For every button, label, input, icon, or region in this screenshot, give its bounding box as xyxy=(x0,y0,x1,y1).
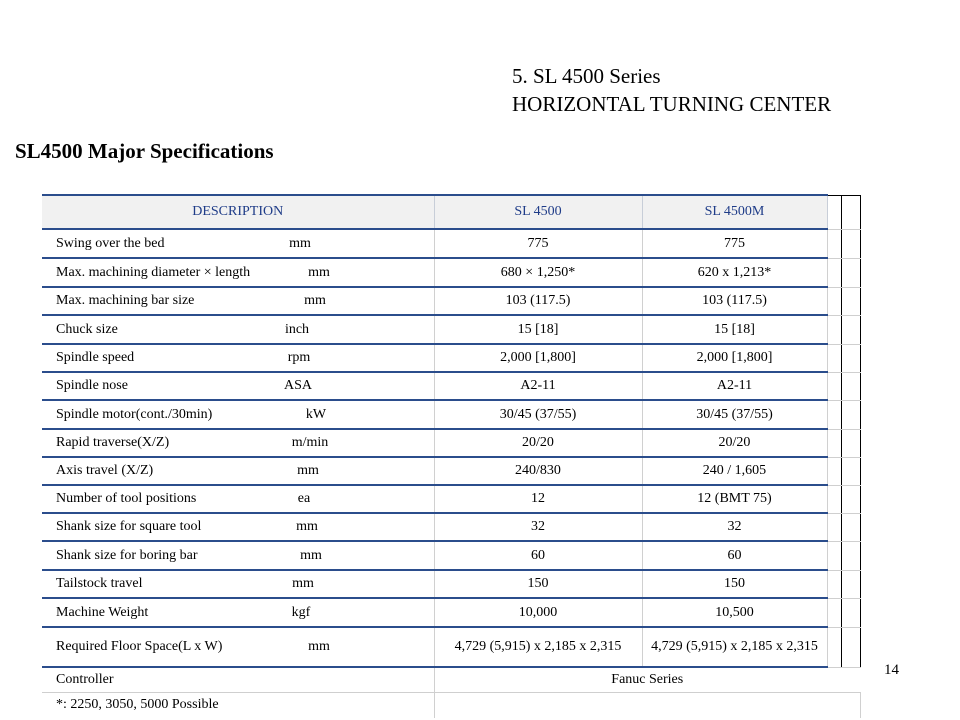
table-row xyxy=(42,344,860,372)
sl4500-value: A2-11 xyxy=(434,372,642,400)
sl4500-value: 775 xyxy=(434,229,642,258)
spec-description: Shank size for square tool xyxy=(56,519,202,534)
table-row xyxy=(42,485,860,513)
description-cell xyxy=(42,570,434,598)
blank-cell xyxy=(841,598,860,627)
table-row xyxy=(42,372,860,400)
blank-cell xyxy=(434,692,860,718)
series-subtitle: HORIZONTAL TURNING CENTER xyxy=(512,92,832,116)
sl4500m-value: 10,500 xyxy=(642,598,827,627)
sl4500m-value: 12 (BMT 75) xyxy=(642,485,827,513)
series-title: 5. SL 4500 Series xyxy=(512,64,661,88)
sl4500-value: 680 × 1,250* xyxy=(434,258,642,287)
blank-cell xyxy=(827,513,841,541)
series-header xyxy=(512,62,831,118)
description-cell xyxy=(42,541,434,570)
table-header-row xyxy=(42,195,860,229)
sl4500m-value: 60 xyxy=(642,541,827,570)
blank-cell xyxy=(827,195,841,229)
sl4500m-value: 32 xyxy=(642,513,827,541)
sl4500m-value: 620 x 1,213* xyxy=(642,258,827,287)
col-header-sl4500m: SL 4500M xyxy=(642,195,827,229)
sl4500m-value: 150 xyxy=(642,570,827,598)
blank-cell xyxy=(841,513,860,541)
sl4500m-value: A2-11 xyxy=(642,372,827,400)
spec-unit: mm xyxy=(308,639,330,654)
spec-description: Swing over the bed xyxy=(56,235,165,251)
table-row xyxy=(42,429,860,457)
blank-cell xyxy=(841,457,860,485)
blank-cell xyxy=(827,344,841,372)
sl4500-value: 4,729 (5,915) x 2,185 x 2,315 xyxy=(434,627,642,667)
spec-description: Max. machining bar size xyxy=(56,293,195,308)
blank-cell xyxy=(841,570,860,598)
spec-unit: mm xyxy=(289,235,311,251)
sl4500m-value: 15 [18] xyxy=(642,315,827,344)
description-cell xyxy=(42,485,434,513)
table-row xyxy=(42,258,860,287)
spec-description: Machine Weight xyxy=(56,604,149,620)
spec-description: Max. machining diameter × length xyxy=(56,264,251,280)
blank-cell xyxy=(841,315,860,344)
spec-unit: mm xyxy=(297,463,319,478)
spec-description: Spindle speed xyxy=(56,350,135,365)
blank-cell xyxy=(827,372,841,400)
table-row xyxy=(42,598,860,627)
blank-cell xyxy=(827,570,841,598)
description-cell xyxy=(42,315,434,344)
spec-unit: mm xyxy=(308,264,330,280)
sl4500m-value: 2,000 [1,800] xyxy=(642,344,827,372)
blank-cell xyxy=(827,429,841,457)
spec-unit: m/min xyxy=(291,435,329,450)
spec-unit: mm xyxy=(304,293,326,308)
description-cell xyxy=(42,372,434,400)
blank-cell xyxy=(841,429,860,457)
sl4500m-value: 775 xyxy=(642,229,827,258)
sl4500-value: 240/830 xyxy=(434,457,642,485)
spec-description: Tailstock travel xyxy=(56,576,143,591)
spec-table-body xyxy=(42,229,860,667)
blank-cell xyxy=(827,627,841,667)
sl4500-value: 60 xyxy=(434,541,642,570)
spec-unit: ASA xyxy=(283,378,313,393)
spec-unit: inch xyxy=(284,321,310,337)
table-row xyxy=(42,541,860,570)
spec-unit: rpm xyxy=(287,350,311,365)
blank-cell xyxy=(827,315,841,344)
blank-cell xyxy=(841,372,860,400)
blank-cell xyxy=(827,598,841,627)
description-cell xyxy=(42,229,434,258)
table-row xyxy=(42,315,860,344)
sl4500m-value: 240 / 1,605 xyxy=(642,457,827,485)
page-number: 14 xyxy=(884,662,899,678)
sl4500-value: 32 xyxy=(434,513,642,541)
blank-cell xyxy=(841,195,860,229)
spec-unit: kW xyxy=(305,406,327,422)
col-header-sl4500: SL 4500 xyxy=(434,195,642,229)
spec-description: Rapid traverse(X/Z) xyxy=(56,435,170,450)
sl4500m-value: 20/20 xyxy=(642,429,827,457)
sl4500m-value: 103 (117.5) xyxy=(642,287,827,315)
description-cell xyxy=(42,429,434,457)
spec-description: Axis travel (X/Z) xyxy=(56,463,154,478)
spec-description: Number of tool positions xyxy=(56,491,197,506)
blank-cell xyxy=(827,457,841,485)
table-row xyxy=(42,287,860,315)
description-cell xyxy=(42,344,434,372)
sl4500m-value: 4,729 (5,915) x 2,185 x 2,315 xyxy=(642,627,827,667)
page-title: SL4500 Major Specifications xyxy=(15,139,274,163)
sl4500-value: 2,000 [1,800] xyxy=(434,344,642,372)
blank-cell xyxy=(827,400,841,429)
blank-cell xyxy=(827,485,841,513)
blank-cell xyxy=(841,541,860,570)
sl4500-value: 12 xyxy=(434,485,642,513)
sl4500-value: 15 [18] xyxy=(434,315,642,344)
blank-cell xyxy=(841,485,860,513)
table-row xyxy=(42,570,860,598)
sl4500m-value: 30/45 (37/55) xyxy=(642,400,827,429)
description-cell xyxy=(42,400,434,429)
controller-label: Controller xyxy=(42,667,434,692)
spec-unit: kgf xyxy=(291,604,311,620)
table-row xyxy=(42,400,860,429)
spec-description: Chuck size xyxy=(56,321,118,337)
blank-cell xyxy=(827,258,841,287)
sl4500-value: 10,000 xyxy=(434,598,642,627)
blank-cell xyxy=(841,344,860,372)
spec-unit: ea xyxy=(297,491,311,506)
blank-cell xyxy=(827,229,841,258)
spec-unit: mm xyxy=(292,576,314,591)
description-cell xyxy=(42,627,434,667)
description-cell xyxy=(42,287,434,315)
description-cell xyxy=(42,457,434,485)
table-row xyxy=(42,229,860,258)
spec-table xyxy=(42,194,861,718)
sl4500-value: 20/20 xyxy=(434,429,642,457)
blank-cell xyxy=(841,229,860,258)
blank-cell xyxy=(841,400,860,429)
description-cell xyxy=(42,598,434,627)
description-cell xyxy=(42,513,434,541)
blank-cell xyxy=(827,287,841,315)
table-row xyxy=(42,457,860,485)
col-header-description: DESCRIPTION xyxy=(42,195,434,229)
controller-value: Fanuc Series xyxy=(434,667,860,692)
spec-description: Spindle motor(cont./30min) xyxy=(56,406,213,422)
note-row xyxy=(42,692,860,718)
sl4500-value: 30/45 (37/55) xyxy=(434,400,642,429)
table-row xyxy=(42,627,860,667)
controller-row xyxy=(42,667,860,692)
spec-description: Required Floor Space(L x W) xyxy=(56,639,223,654)
table-row xyxy=(42,513,860,541)
sl4500-value: 150 xyxy=(434,570,642,598)
blank-cell xyxy=(841,627,860,667)
spec-description: Spindle nose xyxy=(56,378,128,393)
sl4500-value: 103 (117.5) xyxy=(434,287,642,315)
blank-cell xyxy=(841,287,860,315)
spec-unit: mm xyxy=(300,547,322,563)
spec-description: Shank size for boring bar xyxy=(56,547,198,563)
blank-cell xyxy=(827,541,841,570)
description-cell xyxy=(42,258,434,287)
footnote: *: 2250, 3050, 5000 Possible xyxy=(42,692,434,718)
spec-unit: mm xyxy=(296,519,318,534)
blank-cell xyxy=(841,258,860,287)
